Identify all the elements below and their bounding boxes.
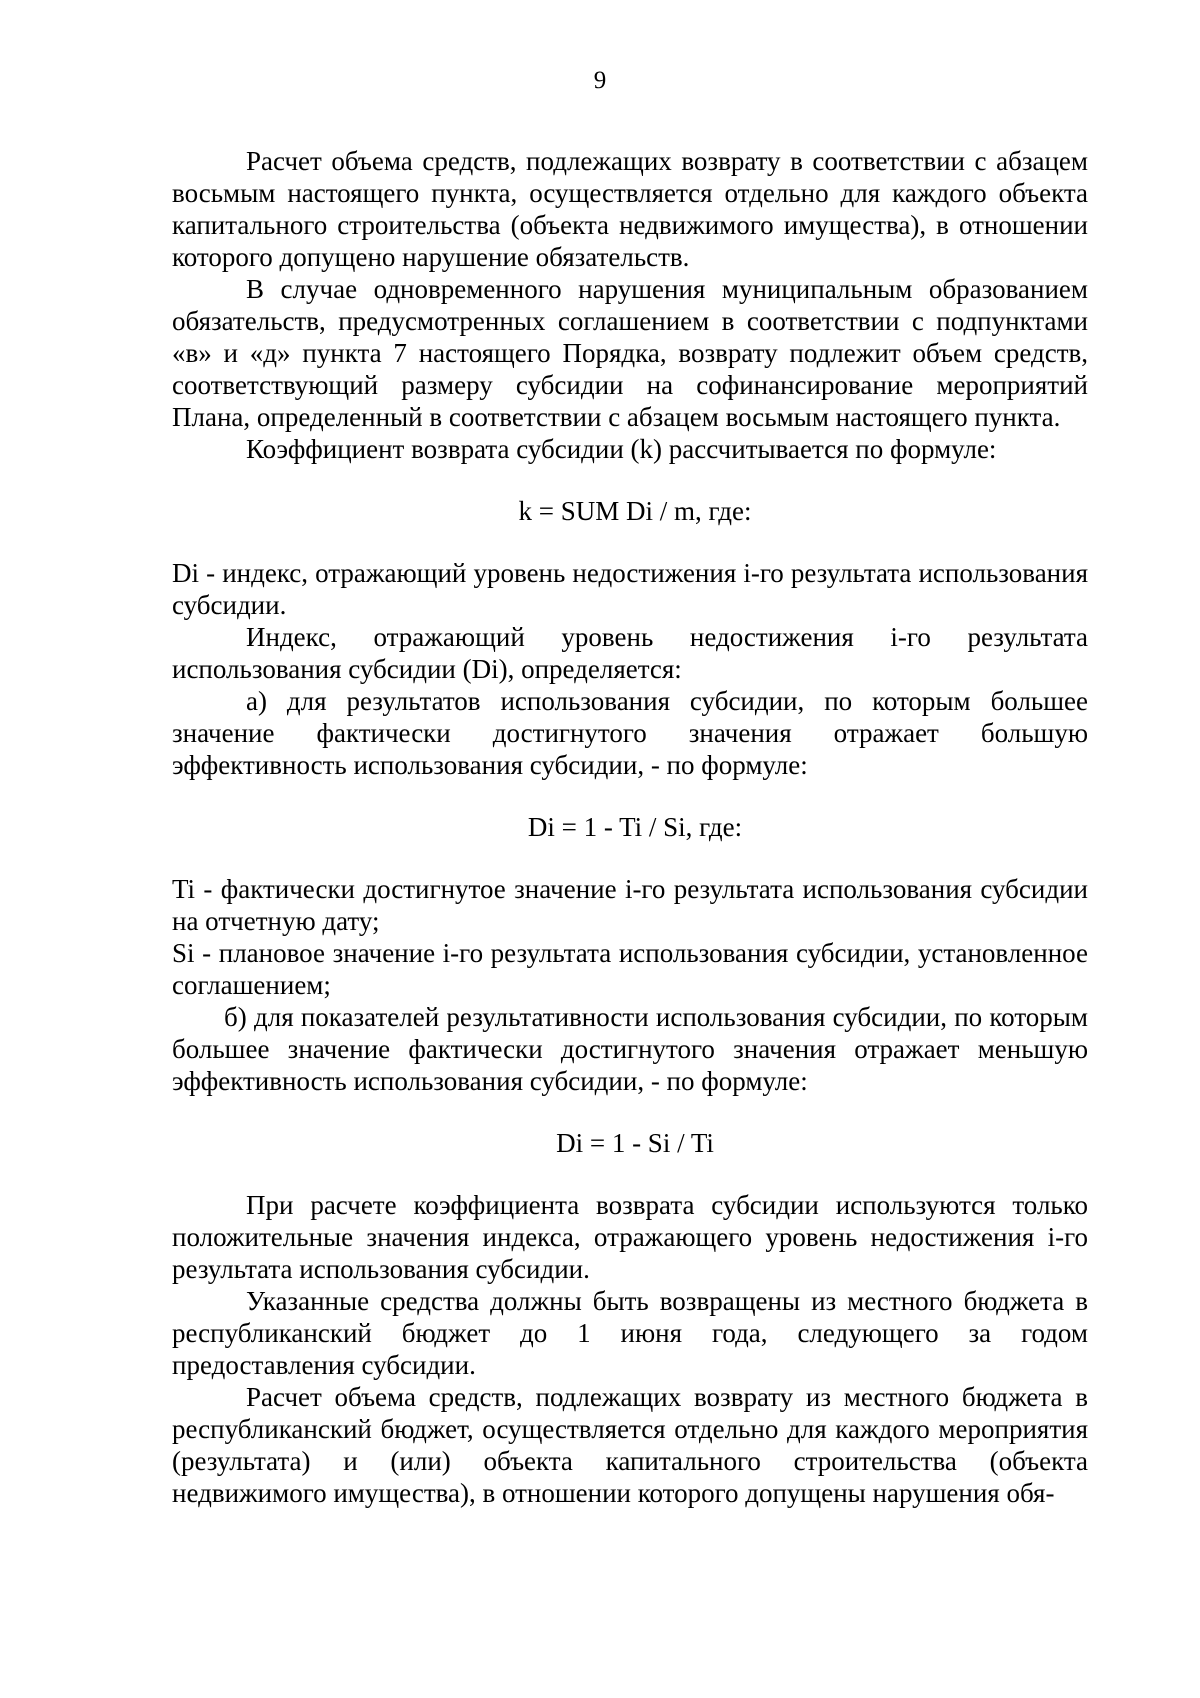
paragraph-coefficient-intro: Коэффициент возврата субсидии (k) рассчитывается по формуле: bbox=[246, 434, 997, 464]
paragraph-positive-values: При расчете коэффициента возврата субсидии используются только положительные значения индекса, отражающего уровень недостижения i-го результата использования субсидии. bbox=[172, 1190, 1088, 1284]
paragraph-refund-calculation: Расчет объема средств, подлежащих возврату в соответствии с абзацем восьмым настоящего пункта, осуществляется отдельно для каждого объекта капитального строительства (объекта недвижимого имущества), в отношении которого допущено нарушение обязательств. bbox=[172, 146, 1088, 272]
paragraph-case-a: а) для результатов использования субсидии, по которым большее значение фактически достигнутого значения отражает большую эффективность использования субсидии, - по формуле: bbox=[172, 686, 1088, 780]
paragraph-return-deadline: Указанные средства должны быть возвращены из местного бюджета в республиканский бюджет до 1 июня года, следующего за годом предоставления субсидии. bbox=[172, 1286, 1088, 1380]
definition-di: Di - индекс, отражающий уровень недостижения i-го результата использования субсидии. bbox=[172, 558, 1088, 620]
paragraph-case-b: б) для показателей результативности использования субсидии, по которым большее значение фактически достигнутого значения отражает меньшую эффективность использования субсидии, - по формуле: bbox=[172, 1002, 1088, 1096]
formula-k: k = SUM Di / m, где: bbox=[518, 496, 752, 526]
definition-ti: Ti - фактически достигнутое значение i-го результата использования субсидии на отчетную дату; bbox=[172, 874, 1088, 936]
definition-si: Si - плановое значение i-го результата использования субсидии, установленное соглашением; bbox=[172, 938, 1088, 1000]
formula-di-b: Di = 1 - Si / Ti bbox=[556, 1128, 714, 1158]
paragraph-simultaneous-violation: В случае одновременного нарушения муниципальным образованием обязательств, предусмотренных соглашением в соответствии с подпунктами «в» и «д» пункта 7 настоящего Порядка, возврату подлежит объем средств, соответствующий размеру субсидии на софинансирование мероприятий Плана, определенный в соответствии с абзацем восьмым настоящего пункта. bbox=[172, 274, 1088, 432]
paragraph-index-definition: Индекс, отражающий уровень недостижения i-го результата использования субсидии (Di), определяется: bbox=[172, 622, 1088, 684]
formula-di-a: Di = 1 - Ti / Si, где: bbox=[527, 812, 743, 842]
page-number: 9 bbox=[593, 67, 607, 94]
paragraph-refund-per-event: Расчет объема средств, подлежащих возврату из местного бюджета в республиканский бюджет, осуществляется отдельно для каждого мероприятия (результата) и (или) объекта капитального строительства (объекта недвижимого имущества), в отношении которого допущены нарушения обя- bbox=[172, 1382, 1088, 1508]
document-body bbox=[172, 145, 1088, 1509]
